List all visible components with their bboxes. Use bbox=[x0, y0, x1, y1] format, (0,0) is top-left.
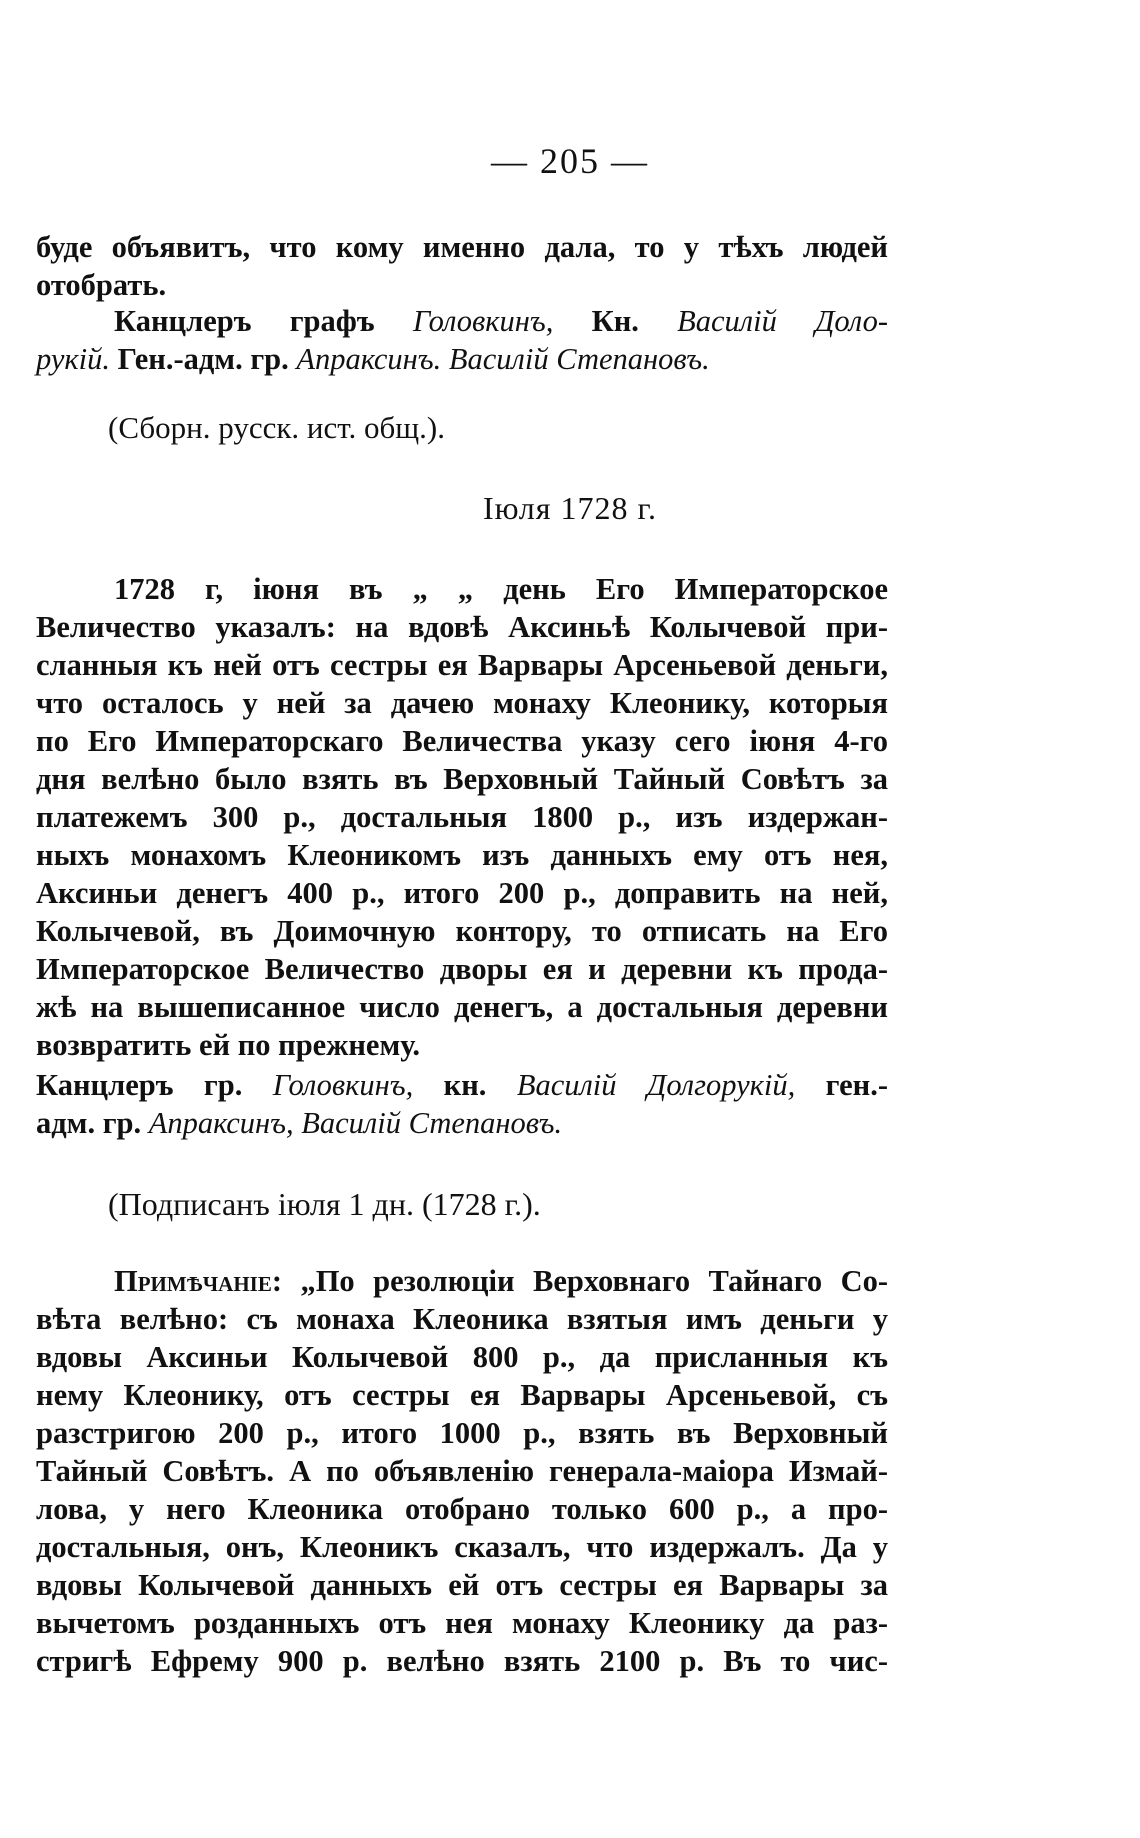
signature-name: Василiй Долгорукiй, bbox=[516, 1068, 796, 1102]
text-line: по Его Императорскаго Величества указу сего iюня 4-го bbox=[36, 724, 888, 758]
signatures-second bbox=[36, 1066, 888, 1142]
text-line: возвратить ей по прежнему. bbox=[36, 1028, 421, 1062]
text-line: лова, у него Клеоника отобрано только 600 р., а про- bbox=[36, 1492, 888, 1526]
text-line: стригѣ Ефрему 900 р. велѣно взять 2100 р. Въ то чис- bbox=[36, 1644, 888, 1678]
section-heading: Iюля 1728 г. bbox=[483, 490, 657, 526]
page-number: — 205 — bbox=[491, 141, 649, 181]
signature-text: Ген.-адм. гр. bbox=[110, 342, 297, 376]
signature-name: Головкинъ, bbox=[412, 304, 554, 338]
signature-name: Апраксинъ, Василiй Степановъ. bbox=[148, 1106, 563, 1140]
text-line: Аксиньи денегъ 400 р., итого 200 р., доправить на ней, bbox=[36, 876, 888, 910]
text-line: Императорское Величество дворы ея и деревни къ прода- bbox=[36, 952, 888, 986]
signature-text: ген.- bbox=[795, 1068, 888, 1102]
signature-line bbox=[36, 1104, 888, 1142]
text-line: Величество указалъ: на вдовѣ Аксиньѣ Колычевой при- bbox=[36, 610, 888, 644]
text-line: сланныя къ ней отъ сестры ея Варвары Арсеньевой деньги, bbox=[36, 648, 888, 682]
signature-name: Головкинъ, bbox=[272, 1068, 414, 1102]
signature-text: кн. bbox=[413, 1068, 517, 1102]
signature-text: Канцлеръ графъ bbox=[114, 304, 413, 338]
paragraph-note bbox=[36, 1262, 888, 1680]
signature-name: Апраксинъ. Василiй Степановъ. bbox=[296, 342, 710, 376]
signed-date: (Подписанъ iюля 1 дн. (1728 г.). bbox=[108, 1186, 541, 1222]
signature-line bbox=[36, 302, 888, 340]
text-line: что осталось у ней за дачею монаху Клеонику, которыя bbox=[36, 686, 888, 720]
text-line: платежемъ 300 р., достальныя 1800 р., изъ издержан- bbox=[36, 800, 888, 834]
signature-line bbox=[36, 340, 888, 378]
text-line: вдовы Аксиньи Колычевой 800 р., да присланныя къ bbox=[36, 1340, 888, 1374]
text-line: жѣ на вышеписанное число денегъ, а достальныя деревни bbox=[36, 990, 888, 1024]
text-line: дня велѣно было взять въ Верховный Тайный Совѣтъ за bbox=[36, 762, 888, 796]
text-line: отобрать. bbox=[36, 268, 167, 302]
text-line: разстригою 200 р., итого 1000 р., взять въ Верховный bbox=[36, 1416, 888, 1450]
note-label: Примѣчанiе: bbox=[114, 1264, 282, 1298]
signature-line bbox=[36, 1066, 888, 1104]
text-line: ныхъ монахомъ Клеоникомъ изъ данныхъ ему отъ нея, bbox=[36, 838, 888, 872]
text-line: Колычевой, въ Доимочную контору, то отписать на Его bbox=[36, 914, 888, 948]
paragraph-decree bbox=[36, 570, 888, 1064]
text-line: 1728 г, iюня въ „ „ день Его Императорское bbox=[114, 572, 888, 606]
signatures-first bbox=[36, 302, 888, 378]
signature-name: рукiй. bbox=[36, 342, 111, 376]
text-line: нему Клеонику, отъ сестры ея Варвары Арсеньевой, съ bbox=[36, 1378, 888, 1412]
paragraph-continuation bbox=[36, 228, 888, 304]
text-line: вычетомъ розданныхъ отъ нея монаху Клеонику да раз- bbox=[36, 1606, 888, 1640]
text-line: Тайный Совѣтъ. А по объявленiю генерала-маiора Измай- bbox=[36, 1454, 888, 1488]
text-line: достальныя, онъ, Клеоникъ сказалъ, что издержалъ. Да у bbox=[36, 1530, 888, 1564]
note-text: „По резолюцiи Верховнаго Тайнаго Со- bbox=[282, 1264, 888, 1298]
signature-text: Кн. bbox=[553, 304, 678, 338]
signature-text: адм. гр. bbox=[36, 1106, 149, 1140]
text-line: буде объявитъ, что кому именно дала, то у тѣхъ людей bbox=[36, 230, 888, 264]
source-citation: (Сборн. русск. ист. общ.). bbox=[108, 410, 445, 445]
signature-name: Василiй Доло- bbox=[677, 304, 888, 338]
text-line: вдовы Колычевой данныхъ ей отъ сестры ея Варвары за bbox=[36, 1568, 888, 1602]
text-line: вѣта велѣно: съ монаха Клеоника взятыя имъ деньги у bbox=[36, 1302, 888, 1336]
text-line bbox=[36, 1262, 888, 1300]
signature-text: Канцлеръ гр. bbox=[36, 1068, 273, 1102]
